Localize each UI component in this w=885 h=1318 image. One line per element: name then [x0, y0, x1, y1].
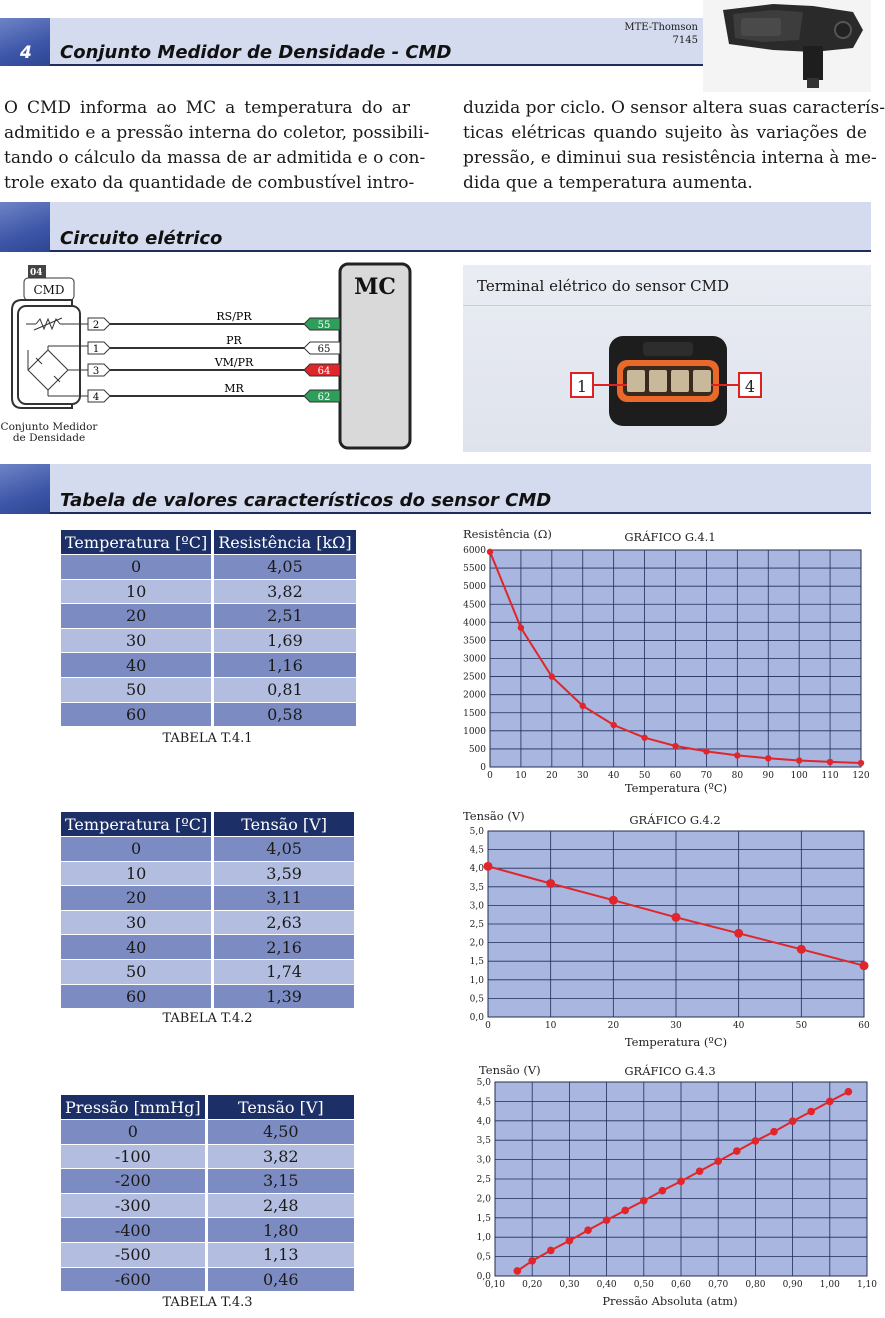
table-cell: 2,48: [208, 1193, 354, 1218]
brand-line2: 7145: [672, 35, 698, 46]
section-number: 4: [20, 43, 32, 63]
table-row: [61, 677, 356, 702]
x-tick-label: 20: [546, 771, 558, 781]
table-cell: 10: [61, 861, 214, 886]
table-resistance: [61, 530, 356, 726]
y-tick-label: 1,5: [469, 957, 484, 968]
data-point: [640, 1197, 648, 1205]
data-point: [518, 625, 524, 631]
data-point: [827, 759, 833, 765]
y-tick-label: 1,0: [469, 975, 484, 986]
brand-line1: MTE-Thomson: [624, 22, 698, 33]
data-point: [659, 1187, 667, 1195]
terminal-title: Terminal elétrico do sensor CMD: [477, 277, 729, 295]
table-cell: 0: [61, 1119, 208, 1144]
y-tick-label: 4,0: [476, 1116, 491, 1127]
table-row: [61, 652, 356, 677]
table-cell: 1,13: [208, 1242, 354, 1267]
y-tick-label: 6000: [463, 546, 486, 556]
table-caption: TABELA T.4.2: [162, 1011, 253, 1026]
terminal-panel: [463, 265, 871, 452]
x-tick-label: 60: [669, 771, 682, 781]
table-row: [61, 628, 356, 653]
page-title: Conjunto Medidor de Densidade - CMD: [60, 42, 452, 63]
intro-right-line: duzida por ciclo. O sensor altera suas caracterís-: [463, 98, 885, 118]
x-tick-label: 50: [795, 1021, 808, 1031]
wire-name: VM/PR: [214, 356, 254, 369]
data-point: [826, 1098, 834, 1106]
table-cell: 3,82: [214, 579, 355, 604]
table-cell: 2,51: [214, 603, 355, 628]
data-point: [677, 1178, 685, 1186]
y-tick-label: 0,5: [476, 1252, 491, 1263]
table-cell: 4,50: [208, 1119, 354, 1144]
table-voltage-temp: [61, 812, 354, 1008]
table-cell: 10: [61, 579, 214, 604]
x-tick-label: 100: [790, 771, 808, 781]
data-point: [733, 1147, 741, 1155]
wire-name: MR: [224, 382, 244, 395]
table-cell: 50: [61, 959, 214, 984]
table-caption: TABELA T.4.1: [162, 731, 253, 746]
y-axis-label: Tensão (V): [479, 1063, 541, 1077]
wire-name: PR: [226, 334, 242, 347]
wire-name: RS/PR: [216, 310, 252, 323]
table-row: [61, 959, 354, 984]
table-row: [61, 1144, 354, 1169]
table-cell: 40: [61, 934, 214, 959]
intro-left-line: O CMD informa ao MC a temperatura do ar: [4, 98, 410, 118]
x-tick-label: 40: [732, 1021, 745, 1031]
data-point: [672, 743, 678, 749]
y-tick-label: 4000: [463, 618, 486, 629]
y-tick-label: 5500: [463, 564, 486, 575]
y-tick-label: 4,0: [469, 864, 484, 875]
y-tick-label: 0,0: [476, 1272, 491, 1282]
terminal-pin-right: 4: [744, 377, 756, 396]
mc-pin: 65: [317, 344, 331, 355]
tables-title: Tabela de valores característicos do sensor CMD: [60, 490, 552, 511]
table-cell: 0,46: [208, 1267, 354, 1292]
x-tick-label: 40: [607, 771, 620, 781]
x-tick-label: 20: [607, 1021, 620, 1031]
x-tick-label: 1,10: [856, 1280, 878, 1290]
table-cell: 4,05: [214, 836, 354, 861]
table-cell: -600: [61, 1267, 208, 1292]
y-tick-label: 0,5: [469, 994, 484, 1005]
table-header: Temperatura [ºC]: [61, 530, 214, 554]
table-cell: 3,15: [208, 1168, 354, 1193]
table-cell: 2,63: [214, 910, 354, 935]
table-cell: 3,59: [214, 861, 354, 886]
data-point: [546, 879, 555, 888]
y-tick-label: 2000: [463, 690, 486, 701]
table-row: [61, 934, 354, 959]
chart-title: GRÁFICO G.4.2: [629, 813, 721, 827]
x-tick-label: 70: [700, 771, 713, 781]
y-tick-label: 2,5: [469, 920, 484, 930]
table-row: [61, 1193, 354, 1218]
x-tick-label: 0,70: [708, 1280, 729, 1290]
x-tick-label: 0: [485, 1021, 491, 1031]
x-tick-label: 0,40: [596, 1280, 617, 1290]
intro-right-line: dida que a temperatura aumenta.: [463, 173, 753, 193]
table-row: [61, 603, 356, 628]
x-tick-label: 1,00: [819, 1280, 840, 1290]
data-point: [487, 549, 493, 555]
table-header: Temperatura [ºC]: [61, 812, 214, 836]
table-row: [61, 910, 354, 935]
x-tick-label: 60: [858, 1021, 870, 1031]
y-tick-label: 2,5: [476, 1175, 491, 1185]
y-tick-label: 500: [468, 744, 486, 755]
table-cell: 30: [61, 910, 214, 935]
table-voltage-pressure: [61, 1095, 354, 1291]
y-tick-label: 1000: [463, 726, 486, 737]
data-point: [860, 961, 869, 970]
data-point: [549, 673, 555, 679]
table-caption: TABELA T.4.3: [162, 1295, 253, 1310]
x-tick-label: 0,60: [670, 1280, 692, 1290]
y-axis-label: Tensão (V): [463, 809, 525, 823]
table-cell: 1,69: [214, 628, 355, 653]
wire-pin: 2: [92, 320, 100, 331]
data-point: [734, 929, 743, 938]
y-tick-label: 5,0: [476, 1078, 491, 1088]
table-cell: -300: [61, 1193, 208, 1218]
y-tick-label: 5000: [463, 582, 486, 593]
y-tick-label: 5,0: [469, 827, 484, 837]
table-cell: 0,58: [214, 702, 355, 727]
table-cell: 1,16: [214, 652, 355, 677]
table-row: [61, 702, 356, 727]
table-cell: 1,74: [214, 959, 354, 984]
y-tick-label: 3,5: [469, 882, 484, 893]
data-point: [672, 913, 681, 922]
table-cell: 3,82: [208, 1144, 354, 1169]
intro-right-line: ticas elétricas quando sujeito às variações de: [463, 123, 867, 143]
x-tick-label: 0,50: [633, 1280, 654, 1290]
table-cell: 1,80: [208, 1217, 354, 1242]
x-tick-label: 0: [487, 771, 493, 781]
intro-left-line: tando o cálculo da massa de ar admitida e o con-: [4, 148, 426, 168]
x-tick-label: 90: [762, 771, 774, 781]
y-tick-label: 1,0: [476, 1233, 491, 1244]
table-cell: 30: [61, 628, 214, 653]
data-point: [580, 703, 586, 709]
table-cell: 50: [61, 677, 214, 702]
y-tick-label: 2,0: [469, 938, 484, 949]
wire-pin: 4: [92, 392, 100, 403]
y-tick-label: 2500: [463, 672, 486, 683]
mc-label: MC: [354, 274, 396, 300]
table-cell: 0,81: [214, 677, 355, 702]
x-tick-label: 10: [515, 771, 527, 781]
x-tick-label: 0,30: [559, 1280, 580, 1290]
sensor-photo: [703, 0, 871, 92]
y-axis-label: Resistência (Ω): [463, 527, 552, 541]
data-point: [641, 735, 647, 741]
data-point: [547, 1247, 555, 1255]
data-point: [714, 1157, 722, 1165]
data-point: [696, 1167, 704, 1175]
x-tick-label: 0,20: [522, 1280, 543, 1290]
y-tick-label: 0: [480, 763, 486, 773]
table-row: [61, 1168, 354, 1193]
data-point: [734, 752, 740, 758]
table-row: [61, 554, 356, 579]
wire-pin: 1: [92, 344, 100, 355]
data-point: [770, 1128, 778, 1136]
table-row: [61, 1242, 354, 1267]
component-name: CMD: [33, 283, 65, 297]
data-point: [807, 1108, 815, 1116]
data-point: [610, 722, 616, 728]
table-row: [61, 984, 354, 1009]
y-tick-label: 3000: [463, 654, 486, 665]
y-tick-label: 4500: [463, 600, 486, 611]
mc-pin: 55: [317, 320, 331, 331]
table-cell: -500: [61, 1242, 208, 1267]
table-row: [61, 1267, 354, 1292]
y-tick-label: 1,5: [476, 1213, 491, 1224]
circuit-title: Circuito elétrico: [60, 228, 223, 249]
table-cell: 0: [61, 836, 214, 861]
data-point: [789, 1117, 797, 1125]
table-cell: -400: [61, 1217, 208, 1242]
table-cell: 60: [61, 984, 214, 1009]
table-header: Tensão [V]: [208, 1095, 354, 1119]
data-point: [796, 757, 802, 763]
x-tick-label: 80: [731, 771, 744, 781]
data-point: [609, 896, 618, 905]
table-header: Tensão [V]: [214, 812, 354, 836]
data-point: [621, 1207, 629, 1215]
data-point: [858, 760, 864, 766]
x-tick-label: 10: [544, 1021, 557, 1031]
x-tick-label: 0,80: [745, 1280, 766, 1290]
data-point: [765, 755, 771, 761]
data-point: [797, 945, 806, 954]
data-point: [484, 862, 493, 871]
x-tick-label: 50: [638, 771, 651, 781]
x-tick-label: 110: [821, 771, 839, 781]
x-axis-label: Temperatura (ºC): [624, 1035, 728, 1049]
y-tick-label: 3,0: [469, 901, 484, 912]
terminal-pin-left: 1: [576, 377, 588, 396]
data-point: [566, 1237, 574, 1245]
component-caption-line2: de Densidade: [12, 432, 86, 444]
x-tick-label: 0,90: [782, 1280, 803, 1290]
y-tick-label: 2,0: [476, 1194, 491, 1205]
table-cell: -200: [61, 1168, 208, 1193]
table-row: [61, 861, 354, 886]
data-point: [514, 1267, 522, 1275]
table-cell: 20: [61, 885, 214, 910]
y-tick-label: 4,5: [476, 1097, 491, 1108]
table-header: Pressão [mmHg]: [61, 1095, 208, 1119]
data-point: [845, 1088, 853, 1096]
tables-header-square: [0, 464, 50, 514]
data-point: [528, 1257, 536, 1265]
x-tick-label: 0,10: [484, 1280, 506, 1290]
table-row: [61, 1217, 354, 1242]
intro-left-line: admitido e a pressão interna do coletor, possibili-: [4, 123, 430, 143]
mc-pin: 64: [317, 366, 331, 377]
table-cell: -100: [61, 1144, 208, 1169]
chart-voltage-temp: [455, 806, 871, 1056]
data-point: [703, 748, 709, 754]
chart-voltage-pressure: [455, 1060, 878, 1316]
intro-left-line: trole exato da quantidade de combustível intro-: [4, 173, 415, 193]
x-tick-label: 30: [670, 1021, 682, 1031]
y-tick-label: 4,5: [469, 845, 484, 856]
y-tick-label: 3,0: [476, 1155, 491, 1166]
table-row: [61, 885, 354, 910]
circuit-header-square: [0, 202, 50, 252]
x-axis-label: Temperatura (ºC): [624, 781, 728, 795]
wire-pin: 3: [92, 366, 100, 377]
mc-pin: 62: [317, 392, 331, 403]
table-row: [61, 579, 356, 604]
table-cell: 40: [61, 652, 214, 677]
y-tick-label: 0,0: [469, 1013, 484, 1023]
data-point: [752, 1137, 760, 1145]
connector-image: [609, 336, 727, 426]
intro-right-line: pressão, e diminui sua resistência interna à me-: [463, 148, 877, 168]
circuit-diagram: [0, 258, 420, 454]
y-tick-label: 1500: [463, 708, 486, 719]
table-cell: 20: [61, 603, 214, 628]
chart-title: GRÁFICO G.4.1: [624, 530, 716, 544]
intro-right: [463, 96, 885, 196]
table-header: Resistência [kΩ]: [214, 530, 355, 554]
data-point: [584, 1226, 592, 1234]
table-cell: 2,16: [214, 934, 354, 959]
x-tick-label: 120: [852, 771, 870, 781]
y-tick-label: 3,5: [476, 1136, 491, 1147]
table-row: [61, 1119, 354, 1144]
intro-left: [4, 96, 430, 196]
y-tick-label: 3500: [463, 636, 486, 647]
table-cell: 60: [61, 702, 214, 727]
x-tick-label: 30: [577, 771, 589, 781]
x-axis-label: Pressão Absoluta (atm): [602, 1294, 738, 1308]
table-cell: 3,11: [214, 885, 354, 910]
table-row: [61, 836, 354, 861]
chart-resistance: [455, 524, 871, 800]
table-cell: 0: [61, 554, 214, 579]
table-cell: 4,05: [214, 554, 355, 579]
data-point: [603, 1216, 611, 1224]
component-code: 04: [30, 268, 43, 278]
chart-title: GRÁFICO G.4.3: [624, 1064, 716, 1078]
component-caption-line1: Conjunto Medidor: [0, 421, 98, 433]
table-cell: 1,39: [214, 984, 354, 1009]
